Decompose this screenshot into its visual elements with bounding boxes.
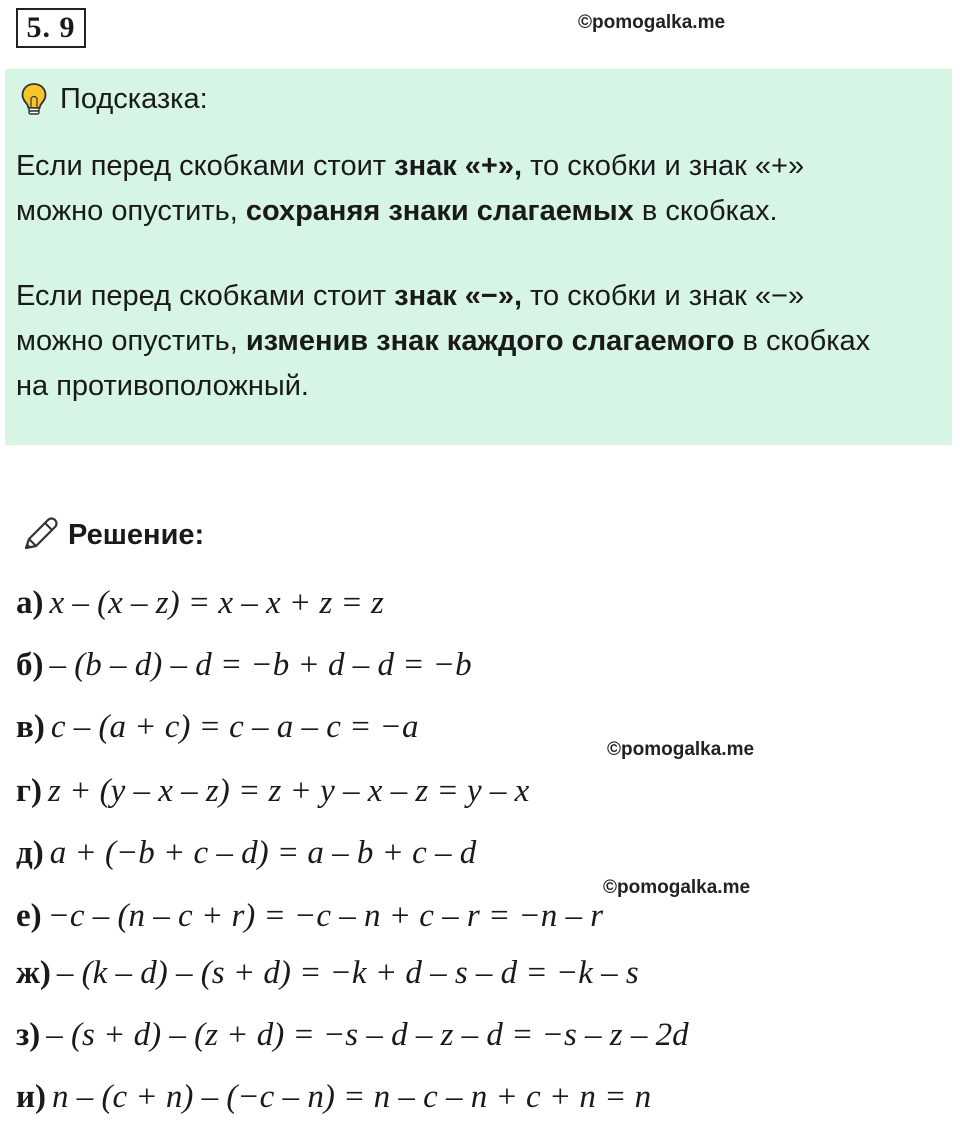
hint-bold-text: изменив знак каждого слагаемого <box>245 325 735 357</box>
equation-label: в) <box>16 709 45 745</box>
watermark: ©pomogalka.me <box>607 739 755 760</box>
equation-label: г) <box>16 773 42 809</box>
equation-row <box>16 645 472 685</box>
hint-text: Если перед скобками стоит <box>16 280 395 312</box>
hint-bold-text: сохраняя знаки слагаемых <box>245 195 634 227</box>
equation-expression: x – (x – z) = x – x + z = z <box>49 585 384 621</box>
equation-label: а) <box>16 585 44 621</box>
hint-header <box>20 82 208 116</box>
hint-text: на противоположный. <box>16 370 309 402</box>
hint-title: Подсказка: <box>60 82 208 115</box>
equation-row <box>16 771 529 811</box>
equation-label: ж) <box>16 955 51 991</box>
hint-bold-text: знак «−», <box>394 280 523 312</box>
equation-label: д) <box>16 835 44 871</box>
lightbulb-icon <box>20 82 48 116</box>
equation-expression: a + (−b + c – d) = a – b + c – d <box>49 835 477 871</box>
equation-label: б) <box>16 647 44 683</box>
hint-text: то скобки и знак «−» <box>522 280 805 312</box>
equation-expression: – (k – d) – (s + d) = −k + d – s – d = −k – s <box>56 955 639 991</box>
equation-row <box>16 833 476 873</box>
equation-expression: – (s + d) – (z + d) = −s – d – z – d = −s – z – 2d <box>46 1017 689 1053</box>
equation-label: е) <box>16 898 42 934</box>
equation-row <box>16 953 639 993</box>
hint-text: в скобках. <box>633 195 778 227</box>
equation-expression: – (b – d) – d = −b + d – d = −b <box>49 647 472 683</box>
equation-row <box>16 583 384 623</box>
hint-text: можно опустить, <box>16 325 246 357</box>
equation-expression: z + (y – x – z) = z + y – x – z = y – x <box>47 773 530 809</box>
hint-paragraph-minus <box>16 274 946 409</box>
watermark: ©pomogalka.me <box>603 877 751 898</box>
hint-text: Если перед скобками стоит <box>16 150 395 182</box>
pencil-icon <box>18 514 60 556</box>
equation-expression: n – (c + n) – (−c – n) = n – c – n + c + n = n <box>52 1079 652 1115</box>
hint-text: то скобки и знак «+» <box>522 150 805 182</box>
hint-bold-text: знак «+», <box>394 150 523 182</box>
equation-expression: −c – (n – c + r) = −c – n + c – r = −n – r <box>47 898 604 934</box>
task-number: 5. 9 <box>16 8 86 48</box>
hint-paragraph-plus <box>16 144 946 234</box>
solution-title: Решение: <box>68 518 205 551</box>
equation-row <box>16 896 603 936</box>
hint-text: в скобках <box>734 325 871 357</box>
equation-label: и) <box>16 1079 47 1115</box>
equation-expression: c – (a + c) = c – a – c = −a <box>50 709 419 745</box>
equation-label: з) <box>16 1017 41 1053</box>
hint-text: можно опустить, <box>16 195 246 227</box>
equation-row <box>16 1077 651 1117</box>
equation-row <box>16 1015 689 1055</box>
equation-row <box>16 707 418 747</box>
watermark: ©pomogalka.me <box>578 12 726 33</box>
solution-header <box>18 514 204 556</box>
